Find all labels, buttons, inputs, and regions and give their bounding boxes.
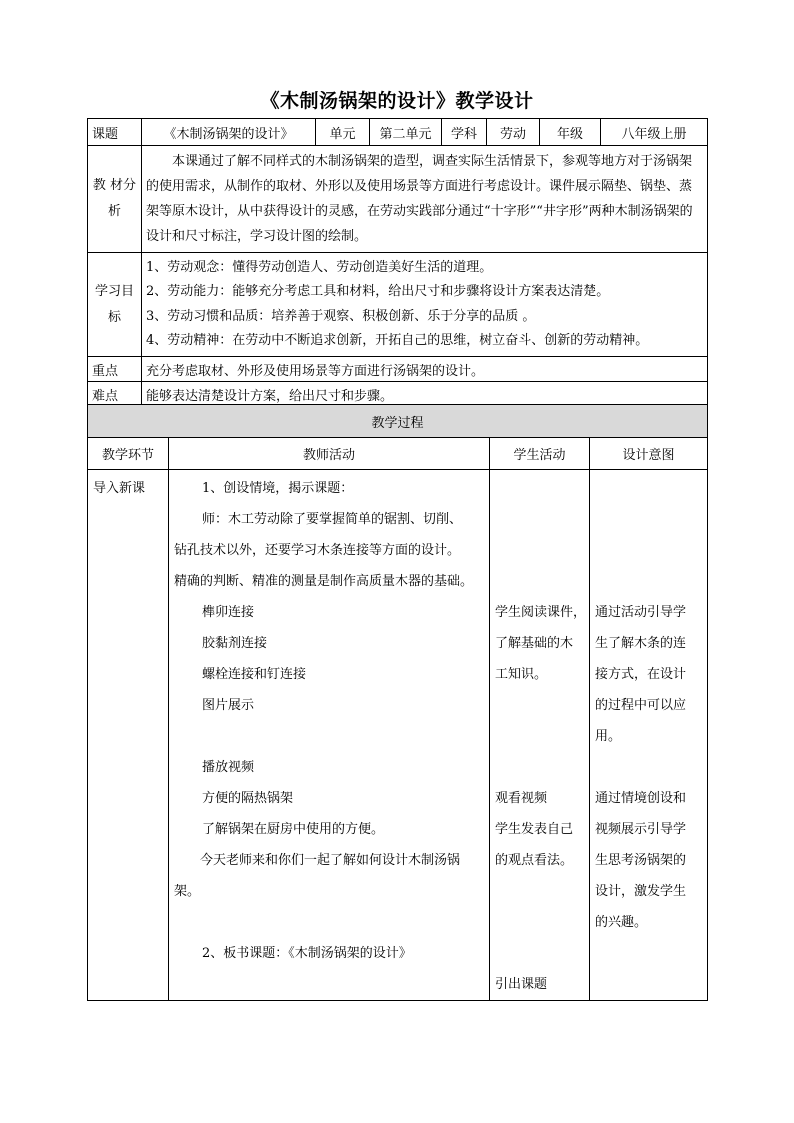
column-header-row (88, 438, 708, 470)
intent-line: 设计，激发学生 (595, 884, 687, 899)
teacher-line: 榫卯连接 (202, 605, 255, 620)
student-line: 引出课题 (495, 977, 548, 992)
col-student-header: 学生活动 (490, 438, 590, 470)
col-stage-header: 教学环节 (88, 438, 169, 470)
intent-line: 视频展示引导学 (595, 822, 687, 837)
spacer (174, 721, 484, 752)
teacher-line: 1、创设情境，揭示课题： (202, 481, 354, 496)
process-header: 教学过程 (88, 405, 708, 438)
unit-label: 单元 (316, 119, 370, 146)
key-point-label: 重点 (88, 357, 142, 382)
spacer (174, 907, 484, 938)
analysis-text: 本课通过了解不同样式的木制汤锅架的造型，调查实际生活情景下，参观等地方对于汤锅架的使用需求，从制作的取材、外形以及使用场景等方面进行考虑设计。课件展示隔垫、锅垫、蒸架等原木设计，从中获得设计的灵感，在劳动实践部分通过“十字形”“井字形”两种木制汤锅架的设计和尺寸标注，学习设计图的绘制。 (142, 146, 708, 253)
goal-item: 1、劳动观念：懂得劳动创造人、劳动创造美好生活的道理。 (146, 259, 493, 275)
teacher-line: 胶黏剂连接 (202, 636, 268, 651)
goals-list (142, 253, 708, 357)
unit-value: 第二单元 (370, 119, 442, 146)
teacher-line: 螺栓连接和钉连接 (202, 667, 307, 682)
teacher-activity (169, 470, 490, 1001)
goal-item: 2、劳动能力：能够充分考虑工具和材料，给出尺寸和步骤将设计方案表达清楚。 (146, 284, 610, 299)
intent-line: 的兴趣。 (595, 915, 648, 930)
col-intent-header: 设计意图 (590, 438, 708, 470)
student-line: 的观点看法。 (495, 853, 574, 868)
teacher-line: 图片展示 (202, 698, 255, 713)
teacher-line: 今天老师来和你们一起了解如何设计木制汤锅架。 (174, 853, 461, 899)
key-point-row (88, 357, 708, 382)
key-point-text: 充分考虑取材、外形及使用场景等方面进行汤锅架的设计。 (142, 357, 708, 382)
intent-line: 接方式，在设计 (595, 667, 687, 682)
design-intent (590, 470, 708, 1001)
grade-value: 八年级上册 (601, 119, 708, 146)
intent-line: 生了解木条的连 (595, 636, 687, 651)
analysis-label: 教 材分析 (88, 146, 142, 253)
teacher-line: 了解锅架在厨房中使用的方便。 (202, 822, 385, 837)
teacher-line: 2、板书课题：《木制汤锅架的设计》 (202, 946, 412, 961)
goal-item: 4、劳动精神：在劳动中不断追求创新，开拓自己的思维，树立奋斗、创新的劳动精神。 (146, 333, 649, 348)
intent-line: 生思考汤锅架的 (595, 853, 687, 868)
lesson-info-table (87, 118, 708, 407)
intent-line: 通过情境创设和 (595, 791, 687, 806)
goals-row (88, 253, 708, 357)
lesson-info-row (88, 119, 708, 146)
intent-line: 的过程中可以应 (595, 698, 687, 713)
document-title: 《木制汤锅架的设计》教学设计 (260, 90, 534, 112)
student-line: 了解基础的木 (495, 636, 574, 651)
intro-row (88, 470, 708, 1001)
student-line: 学生发表自己 (495, 822, 574, 837)
teaching-process-table (87, 404, 708, 1001)
process-header-row (88, 405, 708, 438)
subject-value: 劳动 (487, 119, 540, 146)
student-line: 工知识。 (495, 667, 548, 682)
student-line: 观看视频 (495, 791, 548, 806)
student-activity (490, 470, 590, 1001)
teacher-line: 播放视频 (202, 760, 255, 775)
stage-name: 导入新课 (93, 481, 146, 496)
subject-label: 学科 (442, 119, 487, 146)
difficulty-text: 能够表达清楚设计方案，给出尺寸和步骤。 (142, 382, 708, 407)
goal-item: 3、劳动习惯和品质：培养善于观察、积极创新、乐于分享的品质 。 (146, 308, 536, 324)
topic-value: 《木制汤锅架的设计》 (142, 119, 316, 146)
col-teacher-header: 教师活动 (169, 438, 490, 470)
topic-label: 课题 (88, 119, 142, 146)
difficulty-label: 难点 (88, 382, 142, 407)
grade-label: 年级 (540, 119, 601, 146)
intent-line: 用。 (595, 729, 622, 744)
analysis-row (88, 146, 708, 253)
intent-line: 通过活动引导学 (595, 605, 687, 620)
goals-label: 学习目标 (88, 253, 142, 357)
teacher-line: 精确的判断、精准的测量是制作高质量木器的基础。 (174, 574, 474, 589)
student-line: 学生阅读课件， (495, 605, 587, 620)
teacher-line: 师：木工劳动除了要掌握简单的锯割、切削、 (202, 512, 463, 527)
teacher-line: 钻孔技术以外，还要学习木条连接等方面的设计。 (174, 543, 461, 558)
stage-cell (88, 470, 169, 1001)
teacher-line: 方便的隔热锅架 (202, 791, 294, 806)
difficulty-row (88, 382, 708, 407)
